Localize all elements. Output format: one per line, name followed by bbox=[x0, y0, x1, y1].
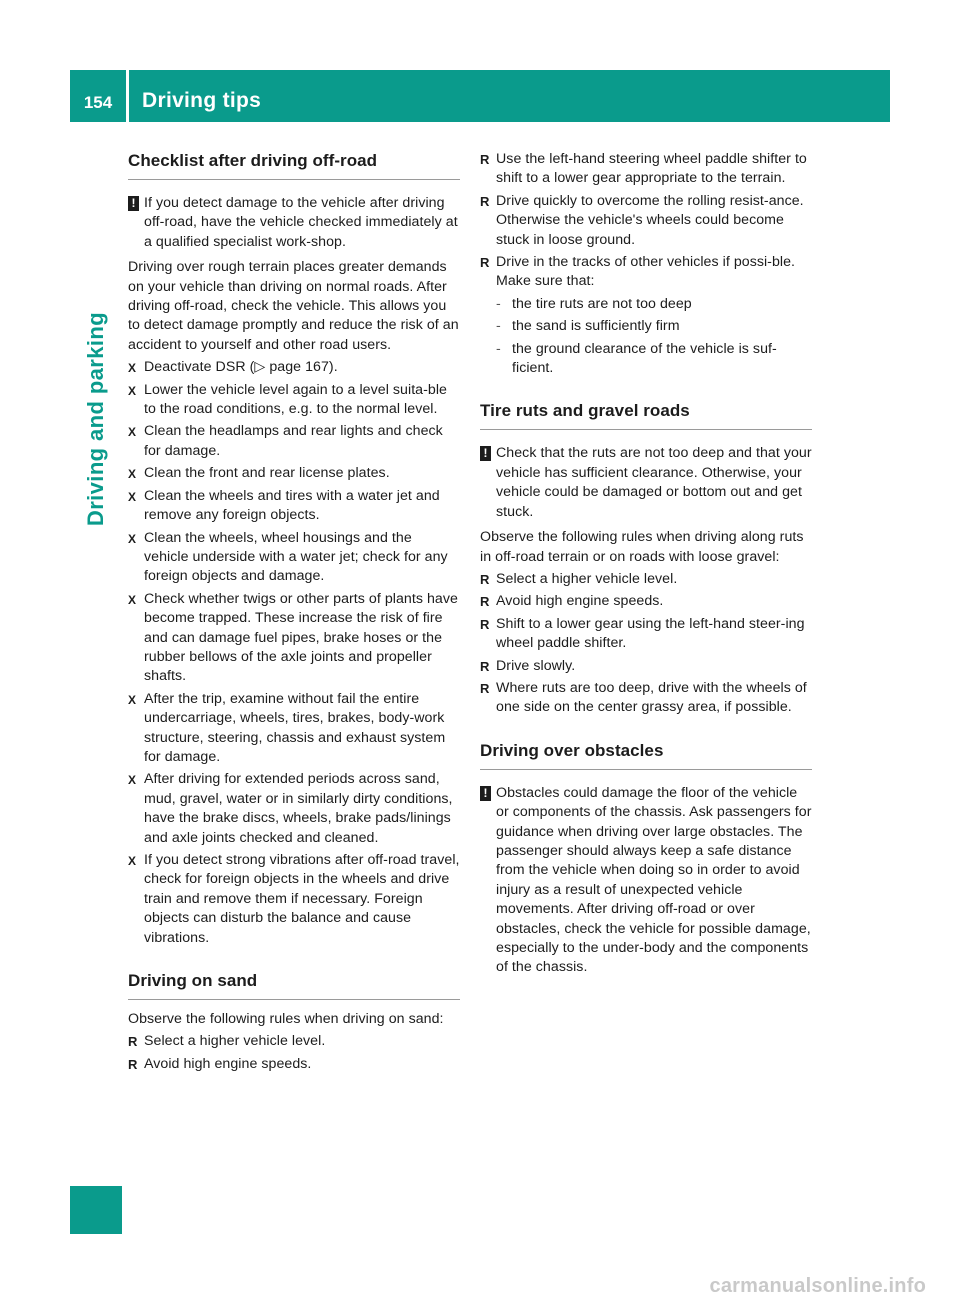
checklist-step bbox=[128, 422, 460, 461]
sand-conditions bbox=[480, 295, 812, 379]
r-bullet-icon: R bbox=[128, 1056, 138, 1072]
warning-checklist-text: If you detect damage to the vehicle after driving off-road, have the vehicle checked immediately at a qualified specialist work-shop. bbox=[144, 195, 458, 250]
sand-condition-text: the tire ruts are not too deep bbox=[512, 295, 692, 312]
checklist-step-text: Clean the front and rear license plates. bbox=[144, 465, 390, 482]
warning-obstacles bbox=[480, 784, 812, 978]
sand-rule-text: Use the left-hand steering wheel paddle shifter to shift to a lower gear appropriate to the terrain. bbox=[496, 151, 807, 187]
r-bullet-icon: R bbox=[480, 680, 490, 696]
exclamation-box-icon: ! bbox=[480, 446, 491, 461]
warning-checklist bbox=[128, 194, 460, 252]
x-step-icon: X bbox=[128, 531, 137, 546]
r-bullet-icon: R bbox=[480, 571, 490, 587]
checklist-step bbox=[128, 529, 460, 587]
r-bullet-icon: R bbox=[480, 255, 490, 271]
ruts-rule bbox=[480, 570, 812, 589]
checklist-step bbox=[128, 590, 460, 687]
x-step-icon: X bbox=[128, 425, 137, 440]
checklist-step bbox=[128, 358, 460, 377]
sand-condition-text: the sand is sufficiently firm bbox=[512, 318, 680, 335]
sand-rule bbox=[480, 253, 812, 292]
checklist-step-text: After the trip, examine without fail the entire undercarriage, wheels, tires, brakes, body-work structure, steering, chassis and exhaust system for damage. bbox=[144, 690, 446, 765]
ruts-rule-text: Shift to a lower gear using the left-hand steer-ing wheel paddle shifter. bbox=[496, 615, 805, 652]
sand-rules bbox=[128, 1032, 460, 1074]
sand-rule bbox=[480, 150, 812, 189]
sand-rule-text: Drive in the tracks of other vehicles if possi-ble. Make sure that: bbox=[496, 254, 796, 290]
watermark: carmanualsonline.info bbox=[709, 1275, 926, 1297]
ruts-rules bbox=[480, 570, 812, 718]
r-bullet-icon: R bbox=[480, 658, 490, 674]
sand-rules-continued bbox=[480, 150, 812, 292]
warning-ruts-text: Check that the ruts are not too deep and that your vehicle has sufficient clearance. Otherwise, your vehicle could be damaged or bottom out and get stuck. bbox=[496, 445, 812, 520]
dash-bullet-icon: - bbox=[496, 318, 501, 335]
ruts-rule bbox=[480, 615, 812, 654]
dash-bullet-icon: - bbox=[496, 295, 501, 312]
sand-rule-text: Avoid high engine speeds. bbox=[144, 1055, 312, 1072]
x-step-icon: X bbox=[128, 773, 137, 788]
sand-intro: Observe the following rules when driving on sand: bbox=[128, 1011, 444, 1028]
x-step-icon: X bbox=[128, 361, 137, 376]
ruts-rule-text: Avoid high engine speeds. bbox=[496, 593, 664, 610]
x-step-icon: X bbox=[128, 383, 137, 398]
ruts-rule-text: Select a higher vehicle level. bbox=[496, 570, 678, 587]
heading-checklist: Checklist after driving off-road bbox=[128, 150, 460, 180]
checklist-step-text: Lower the vehicle level again to a level suita-ble to the road conditions, e.g. to the normal level. bbox=[144, 381, 447, 418]
x-step-icon: X bbox=[128, 489, 137, 504]
checklist-step bbox=[128, 464, 460, 483]
left-column bbox=[128, 146, 460, 1074]
sand-condition bbox=[496, 295, 812, 314]
sand-condition-text: the ground clearance of the vehicle is suf-ficient. bbox=[512, 340, 777, 377]
checklist-step-text: Check whether twigs or other parts of plants have become trapped. These increase the risk of fire and can damage fuel pipes, brake hoses or the rubber bellows of the axle joints and propeller shafts. bbox=[144, 590, 458, 685]
ruts-rule bbox=[480, 657, 812, 676]
exclamation-box-icon: ! bbox=[128, 196, 139, 211]
checklist-step-text: Deactivate DSR (▷ page 167). bbox=[144, 359, 338, 376]
checklist-step-text: Clean the headlamps and rear lights and check for damage. bbox=[144, 423, 443, 459]
exclamation-box-icon: ! bbox=[480, 786, 491, 801]
page-number: 154 bbox=[83, 93, 113, 112]
r-bullet-icon: R bbox=[480, 193, 490, 209]
ruts-rule bbox=[480, 679, 812, 718]
right-column bbox=[480, 146, 812, 978]
side-section-label-text: Driving and parking bbox=[83, 311, 108, 527]
warning-obstacles-text: Obstacles could damage the floor of the vehicle or components of the chassis. Ask passengers for guidance when driving over large obstacles. The passenger should always keep a safe distance from the vehicle when doing so in order to avoid injury as a result of unexpected vehicle movements. After driving off-road or over obstacles, check the vehicle for possible damage, especially to the under-body and the components of the chassis. bbox=[496, 784, 812, 976]
sand-rule bbox=[128, 1055, 460, 1074]
dash-bullet-icon: - bbox=[496, 340, 501, 357]
ruts-rule-text: Where ruts are too deep, drive with the wheels of one side on the center grassy area, if possible. bbox=[496, 679, 807, 716]
ruts-rule-text: Drive slowly. bbox=[496, 657, 576, 674]
checklist-step-text: Clean the wheels, wheel housings and the vehicle underside with a water jet; check for any foreign objects and damage. bbox=[144, 529, 448, 585]
sand-rule-text: Drive quickly to overcome the rolling resist-ance. Otherwise the vehicle's wheels could become stuck in loose ground. bbox=[496, 192, 804, 248]
sand-rule bbox=[128, 1032, 460, 1051]
header-divider bbox=[126, 70, 129, 122]
heading-ruts: Tire ruts and gravel roads bbox=[480, 400, 812, 430]
sand-rule bbox=[480, 192, 812, 250]
side-tab-marker bbox=[70, 1186, 122, 1234]
header-title: Driving tips bbox=[142, 89, 262, 112]
ruts-rule bbox=[480, 592, 812, 611]
checklist-step bbox=[128, 487, 460, 526]
checklist-intro: Driving over rough terrain places greater demands on your vehicle than driving on normal roads. After driving off-road, check the vehicle. This allows you to detect damage promptly and reduce the risk of an accident to yourself and other road users. bbox=[128, 259, 459, 353]
checklist-step-text: Clean the wheels and tires with a water jet and remove any foreign objects. bbox=[144, 487, 440, 524]
checklist-steps bbox=[128, 358, 460, 948]
checklist-step bbox=[128, 381, 460, 420]
heading-sand: Driving on sand bbox=[128, 970, 460, 1000]
r-bullet-icon: R bbox=[128, 1034, 138, 1050]
ruts-intro: Observe the following rules when driving along ruts in off-road terrain or on roads with loose gravel: bbox=[480, 529, 804, 565]
warning-ruts bbox=[480, 444, 812, 522]
sand-condition bbox=[496, 340, 812, 379]
checklist-step-text: After driving for extended periods across sand, mud, gravel, water or in similarly dirty conditions, have the brake discs, wheels, brake pads/linings and axle joints checked and cleaned. bbox=[144, 771, 453, 846]
x-step-icon: X bbox=[128, 592, 137, 607]
r-bullet-icon: R bbox=[480, 616, 490, 632]
checklist-step-text: If you detect strong vibrations after off-road travel, check for foreign objects in the wheels and drive train and remove them if necessary. Foreign objects can disturb the balance and cause vibrations. bbox=[144, 852, 460, 946]
x-step-icon: X bbox=[128, 692, 137, 707]
sand-condition bbox=[496, 317, 812, 336]
heading-obstacles: Driving over obstacles bbox=[480, 740, 812, 770]
checklist-step bbox=[128, 851, 460, 948]
sand-rule-text: Select a higher vehicle level. bbox=[144, 1033, 326, 1050]
r-bullet-icon: R bbox=[480, 594, 490, 610]
r-bullet-icon: R bbox=[480, 152, 490, 167]
checklist-step bbox=[128, 690, 460, 768]
x-step-icon: X bbox=[128, 854, 137, 868]
checklist-step bbox=[128, 770, 460, 848]
x-step-icon: X bbox=[128, 467, 137, 482]
